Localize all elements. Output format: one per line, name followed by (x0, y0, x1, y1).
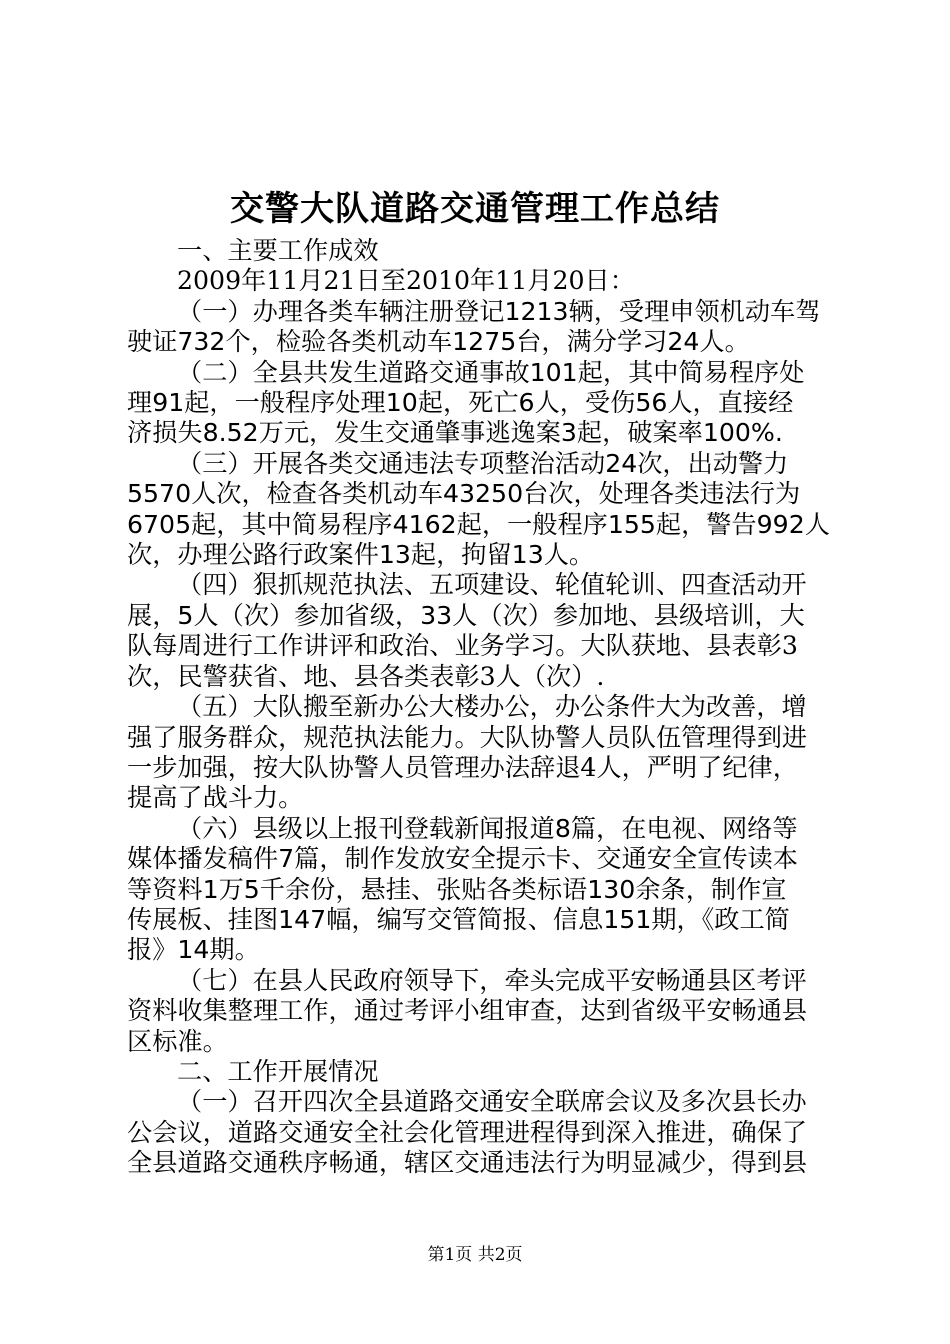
paragraph-1 (127, 297, 833, 358)
page-footer: 第1页 共2页 (427, 1245, 523, 1265)
paragraph-line: 传展板、挂图147幅，编写交管简报、信息151期，《政工简 (127, 904, 790, 934)
document-body (127, 236, 833, 1179)
paragraph-line: 济损失8.52万元，发生交通肇事逃逸案3起，破案率100%. (127, 418, 783, 448)
paragraph-8 (127, 1087, 833, 1178)
text-segment: 队每周进行工作讲评和政治、业务学习。 (127, 631, 581, 661)
date-range-line: 2009年11月21日至2010年11月20日： (177, 266, 635, 296)
paragraph-line: 展，5人（次）参加省级，33人（次）参加地、县级培训，大 (127, 600, 805, 630)
paragraph-line: 公会议，道路交通安全社会化管理进程得到深入推进，确保了 (127, 1117, 808, 1147)
paragraph-line: （一）办理各类车辆注册登记1213辆，受理申领机动车驾 (177, 296, 821, 326)
paragraph-line: 全县道路交通秩序畅通，辖区交通违法行为明显减少，得到县 (127, 1148, 808, 1178)
paragraph-line: 一步加强，按大队协警人员管理办法辞退4人，严明了纪律， (127, 752, 798, 782)
paragraph-line: 媒体播发稿件7篇，制作发放安全提示卡、交通安全宣传读本 (127, 844, 798, 874)
paragraph-line: 区标准。 (127, 1026, 228, 1056)
paragraph-line: 次，办理公路行政案件13起，拘留13人。 (127, 540, 595, 570)
text-segment-serif: 大队协警人员队伍管理得到进 (479, 722, 808, 752)
paragraph-line (127, 723, 833, 753)
section-heading-1: 一、主要工作成效 (177, 236, 379, 265)
paragraph-line: 报》14期。 (127, 935, 260, 965)
paragraph-line (127, 631, 833, 661)
paragraph-6 (127, 814, 833, 966)
paragraph-line: （七）在县人民政府领导下，牵头完成平安畅通县区考评 (177, 965, 807, 995)
paragraph-line: （二）全县共发生道路交通事故101起，其中简易程序处 (177, 357, 805, 387)
paragraph-line: 理91起，一般程序处理10起，死亡6人，受伤56人，直接经 (127, 388, 794, 418)
paragraph-line: 6705起，其中简易程序4162起，一般程序155起，警告992人 (127, 509, 830, 539)
paragraph-4 (127, 570, 833, 692)
paragraph-line: （五）大队搬至新办公大楼办公，办公条件大为改善，增 (177, 692, 807, 722)
paragraph-line: （三）开展各类交通违法专项整治活动24次，出动警力 (177, 448, 789, 478)
paragraph-line: 次，民警获省、地、县各类表彰3人（次）. (127, 661, 605, 691)
section-heading-2: 二、工作开展情况 (177, 1056, 379, 1086)
paragraph-line: 等资料1万5千余份，悬挂、张贴各类标语130余条，制作宣 (127, 874, 787, 904)
paragraph-line: 资料收集整理工作，通过考评小组审查，达到省级平安畅通县 (127, 996, 808, 1026)
document-title: 交警大队道路交通管理工作总结 (230, 189, 720, 229)
paragraph-line: 驶证732个，检验各类机动车1275台，满分学习24人。 (127, 327, 750, 357)
paragraph-line: （六）县级以上报刊登载新闻报道8篇，在电视、网络等 (177, 813, 798, 843)
paragraph-line: 提高了战斗力。 (127, 783, 304, 813)
paragraph-line: （四）狠抓规范执法、五项建设、轮值轮训、四查活动开 (177, 570, 807, 600)
paragraph-5 (127, 692, 833, 814)
paragraph-2 (127, 358, 833, 449)
text-segment-serif: 大队获地、县表彰3 (580, 631, 798, 661)
text-segment: 强了服务群众，规范执法能力。 (127, 722, 480, 752)
paragraph-3 (127, 449, 833, 571)
paragraph-line: （一）召开四次全县道路交通安全联席会议及多次县长办 (177, 1087, 807, 1117)
paragraph-line: 5570人次，检查各类机动车43250台次，处理各类违法行为 (127, 479, 801, 509)
paragraph-7 (127, 966, 833, 1057)
